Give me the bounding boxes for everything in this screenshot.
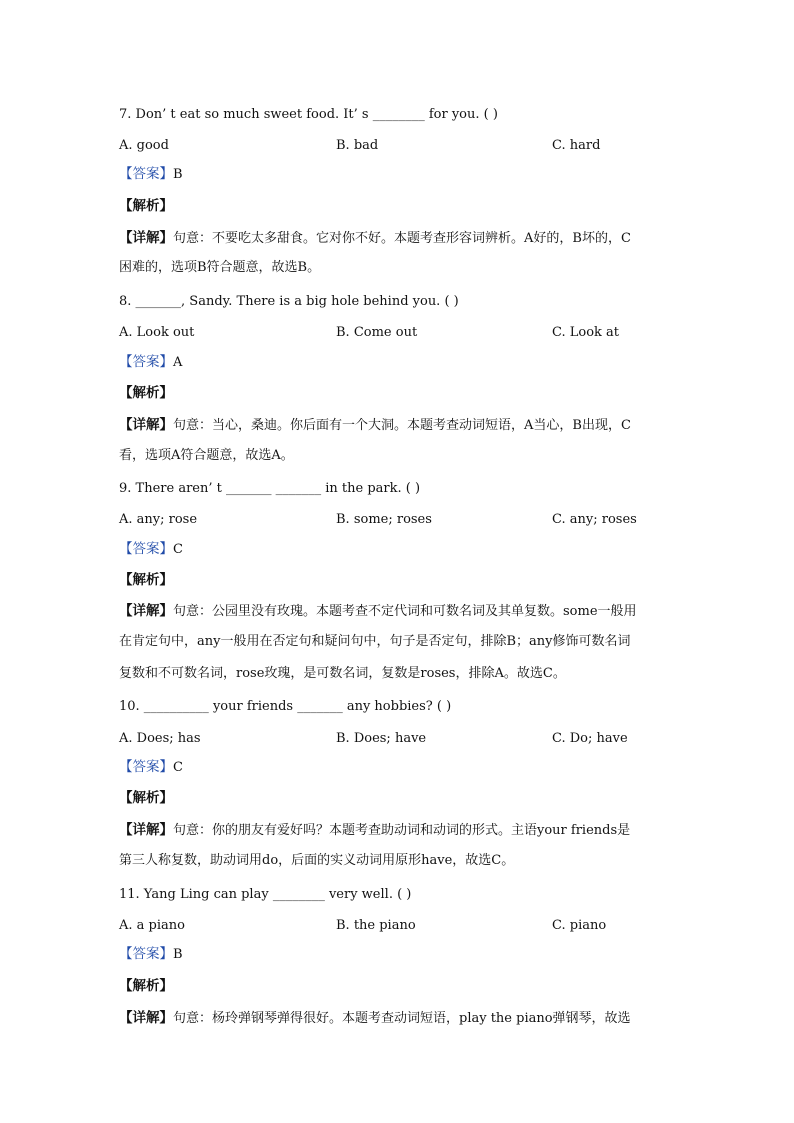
options-row	[0, 138, 794, 154]
option-c: C. any; roses	[552, 512, 637, 527]
detail-text: 复数和不可数名词，rose玫瑰，是可数名词，复数是roses，排除A。故选C。	[119, 666, 566, 681]
option-c: C. piano	[552, 918, 607, 933]
question-stem: 8. _______, Sandy. There is a big hole behind you. ( )	[119, 294, 459, 309]
option-b: B. some; roses	[336, 512, 432, 527]
detail-label: 【详解】	[119, 230, 173, 246]
option-a: A. good	[119, 138, 169, 153]
question-stem: 10. __________ your friends _______ any hobbies? ( )	[119, 699, 452, 714]
options-row	[0, 325, 794, 341]
detail-text: 句意：当心，桑迪。你后面有一个大洞。本题考查动词短语，A当心，B出现，C	[173, 418, 631, 433]
detail-line	[119, 417, 631, 434]
analysis-label: 【解析】	[119, 198, 173, 214]
option-c: C. Do; have	[552, 731, 628, 746]
option-a: A. any; rose	[119, 512, 198, 527]
answer-label: 【答案】	[119, 541, 173, 557]
detail-text: 句意：你的朋友有爱好吗？本题考查助动词和动词的形式。主语your friends是	[173, 823, 631, 838]
answer-label: 【答案】	[119, 759, 173, 775]
analysis-label: 【解析】	[119, 385, 173, 401]
analysis-line	[119, 978, 173, 995]
analysis-line	[119, 572, 173, 589]
option-a: A. Look out	[119, 325, 195, 340]
analysis-line	[119, 385, 173, 402]
detail-text: 困难的，选项B符合题意，故选B。	[119, 260, 321, 275]
option-c: C. hard	[552, 138, 601, 153]
answer-label: 【答案】	[119, 166, 173, 182]
answer-value: B	[173, 167, 183, 182]
detail-text: 第三人称复数，助动词用do，后面的实义动词用原形have，故选C。	[119, 853, 515, 868]
analysis-line	[119, 790, 173, 807]
detail-label: 【详解】	[119, 603, 173, 619]
answer-line	[119, 166, 183, 183]
detail-text: 句意：杨玲弹钢琴弹得很好。本题考查动词短语，play the piano弹钢琴，故选	[173, 1011, 631, 1026]
options-row	[0, 512, 794, 528]
analysis-label: 【解析】	[119, 978, 173, 994]
question-stem: 9. There aren’ t _______ _______ in the park. ( )	[119, 481, 421, 496]
detail-line	[119, 1010, 631, 1027]
detail-line	[119, 603, 637, 620]
answer-value: C	[173, 542, 183, 557]
option-a: A. a piano	[119, 918, 185, 933]
detail-text: 句意：不要吃太多甜食。它对你不好。本题考查形容词辨析。A好的，B坏的，C	[173, 231, 631, 246]
detail-line	[119, 230, 631, 247]
option-b: B. Does; have	[336, 731, 427, 746]
question-stem: 7. Don’ t eat so much sweet food. It’ s ________ for you. ( )	[119, 107, 498, 122]
answer-label: 【答案】	[119, 946, 173, 962]
analysis-label: 【解析】	[119, 572, 173, 588]
analysis-line	[119, 198, 173, 215]
detail-label: 【详解】	[119, 417, 173, 433]
option-c: C. Look at	[552, 325, 620, 340]
answer-line	[119, 946, 183, 963]
analysis-label: 【解析】	[119, 790, 173, 806]
detail-text: 在肯定句中，any一般用在否定句和疑问句中，句子是否定句，排除B；any修饰可数名词	[119, 634, 631, 649]
detail-text: 句意：公园里没有玫瑰。本题考查不定代词和可数名词及其单复数。some一般用	[173, 604, 637, 619]
options-row	[0, 918, 794, 934]
detail-line	[119, 822, 630, 839]
detail-text: 看，选项A符合题意，故选A。	[119, 448, 294, 463]
detail-label: 【详解】	[119, 822, 173, 838]
option-a: A. Does; has	[119, 731, 201, 746]
options-row	[0, 731, 794, 747]
option-b: B. Come out	[336, 325, 418, 340]
answer-label: 【答案】	[119, 354, 173, 370]
answer-value: A	[173, 355, 183, 370]
answer-value: C	[173, 760, 183, 775]
answer-line	[119, 759, 183, 776]
option-b: B. the piano	[336, 918, 416, 933]
detail-label: 【详解】	[119, 1010, 173, 1026]
answer-line	[119, 354, 182, 371]
answer-line	[119, 541, 183, 558]
option-b: B. bad	[336, 138, 379, 153]
answer-value: B	[173, 947, 183, 962]
question-stem: 11. Yang Ling can play ________ very well. ( )	[119, 887, 412, 902]
